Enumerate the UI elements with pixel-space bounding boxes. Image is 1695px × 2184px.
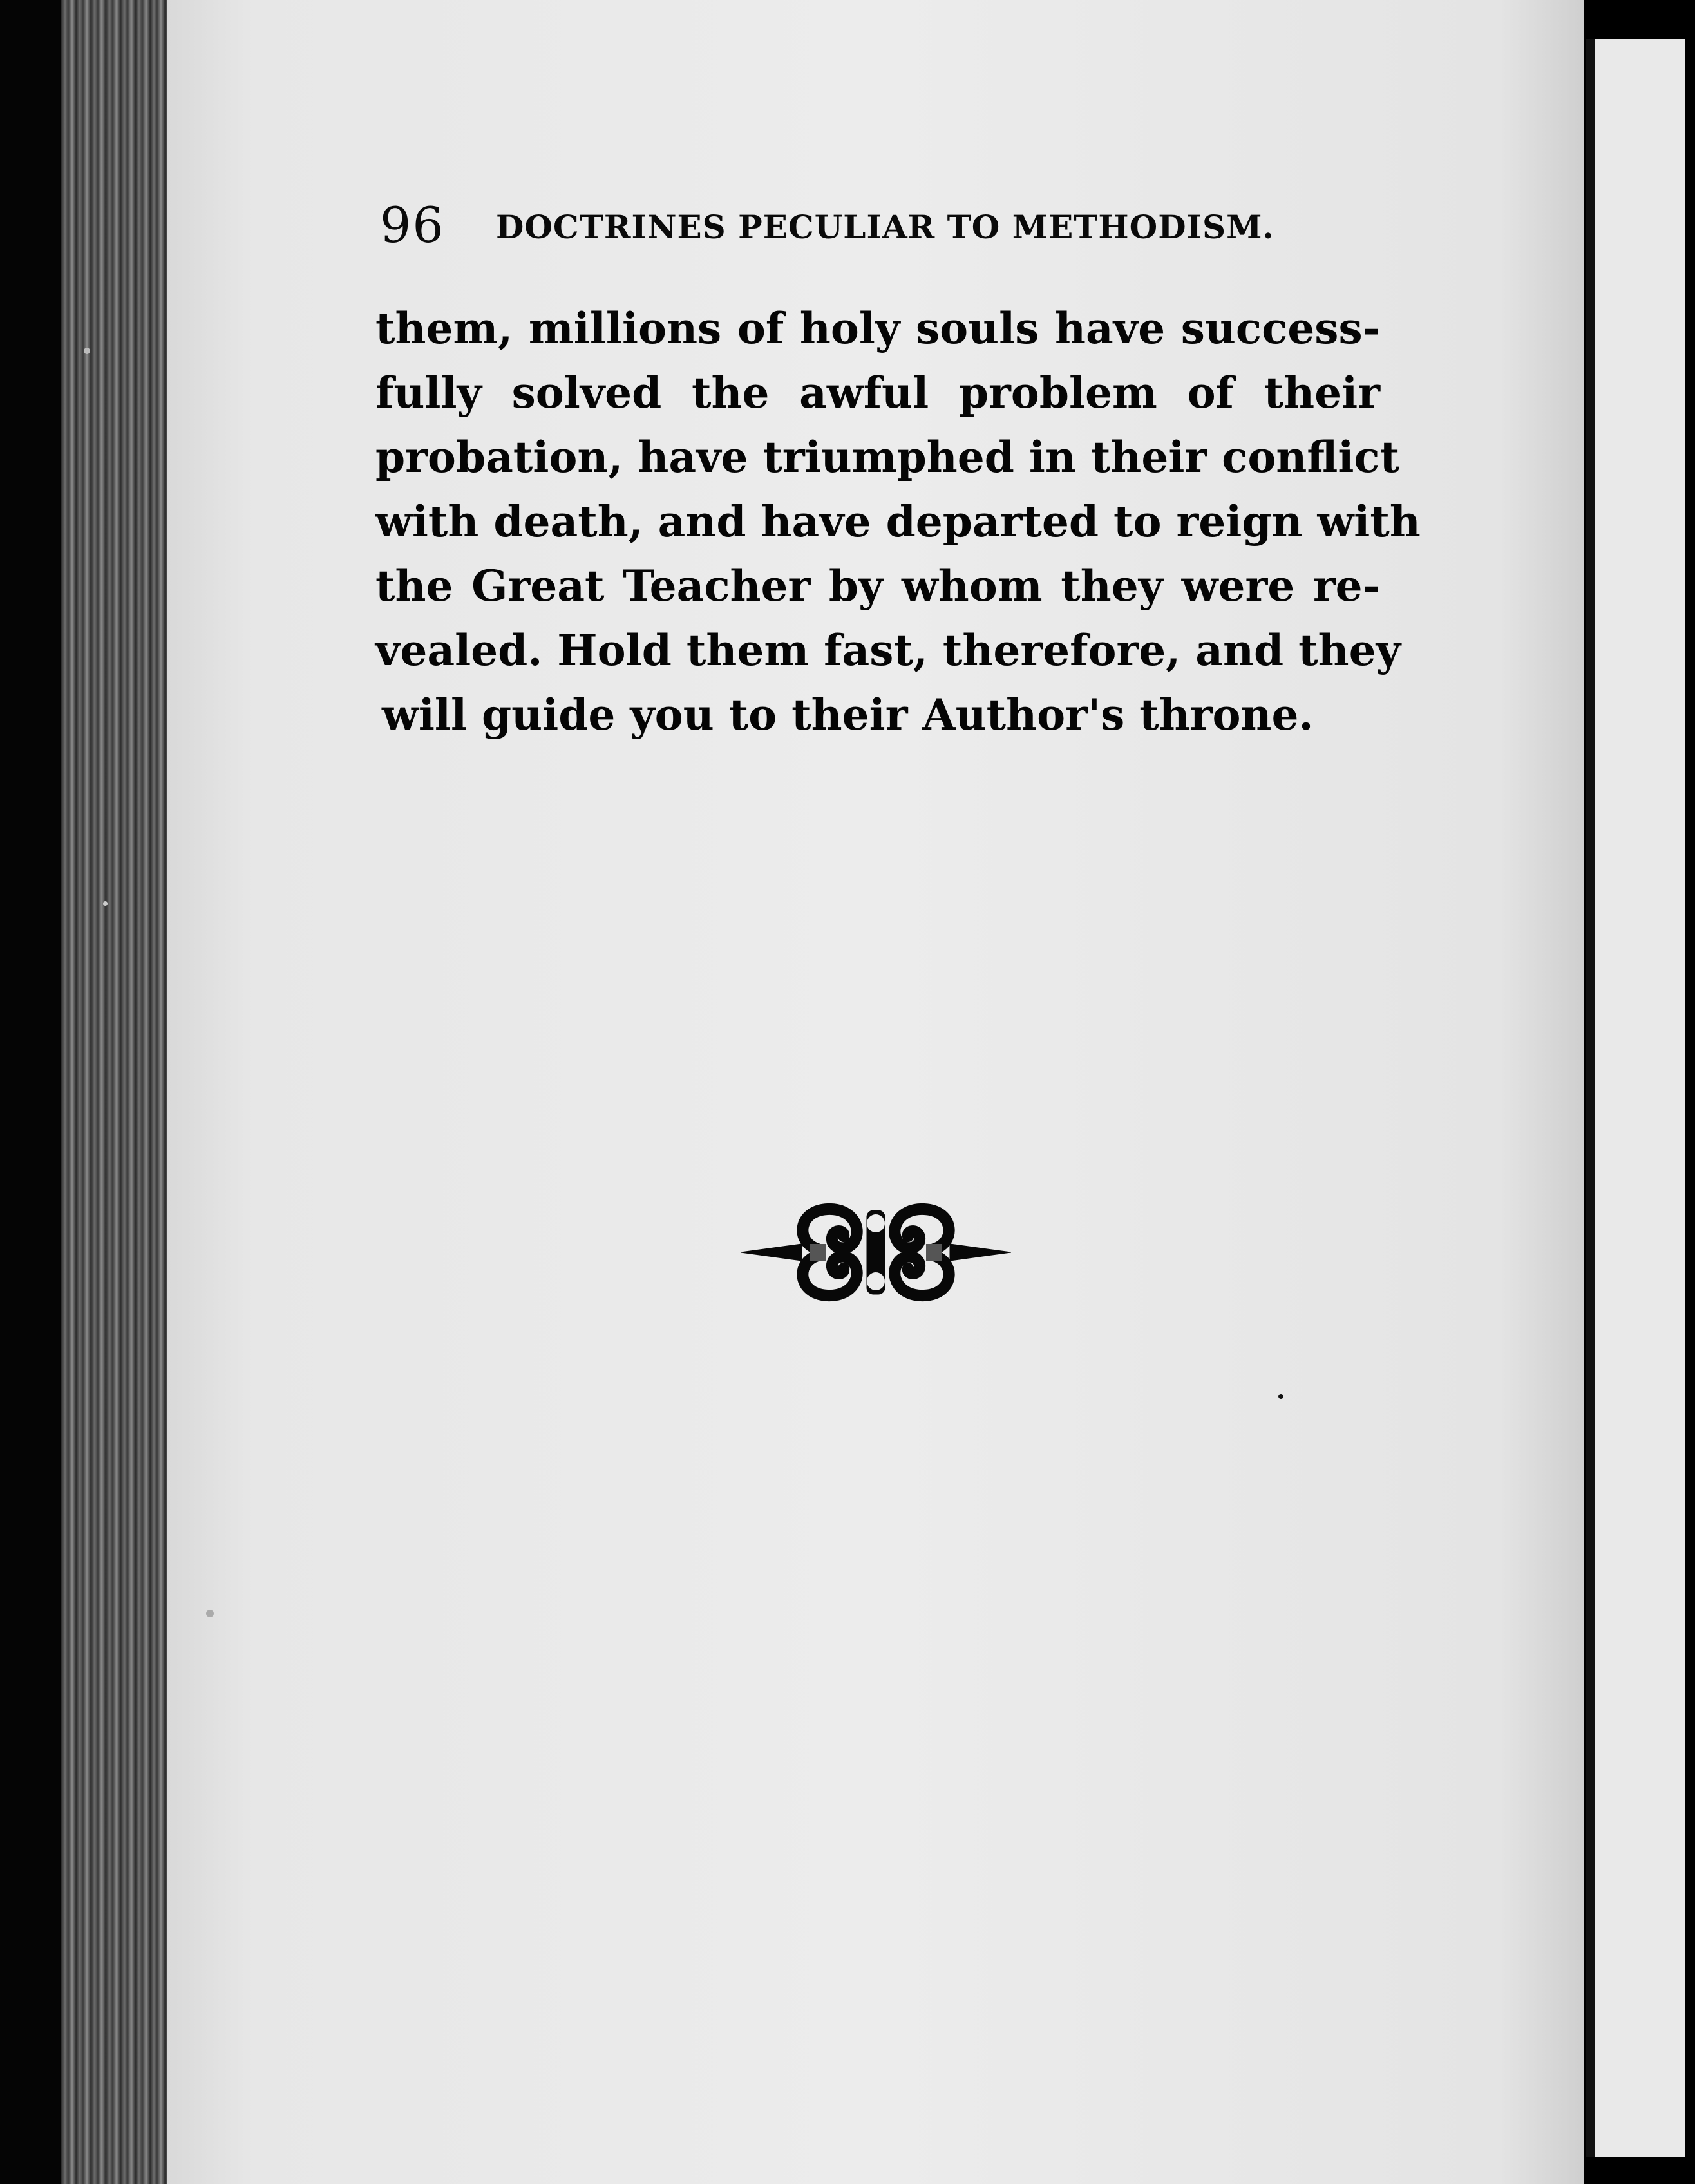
text-line: them, millions of holy souls have success- [375,303,1380,353]
text-line: will guide you to their Author's throne. [382,690,1314,740]
scan-speck [84,348,90,354]
next-page-edge [1586,39,1685,2157]
text-line: fully solved the awful problem of their [375,368,1380,418]
running-title: DOCTRINES PECULIAR TO METHODISM. [496,208,1274,246]
body-paragraph [375,296,1421,747]
fleuron-ornament-icon [741,1198,1011,1307]
book-spine [61,0,167,2184]
text-line: probation, have triumphed in their conflict [375,432,1400,482]
scan-speck [206,1610,214,1617]
scan-speck [103,901,108,906]
text-line: with death, and have departed to reign with [375,496,1421,547]
scan-margin-left [0,0,64,2184]
bleed-through-texture [377,760,1378,1020]
text-line: vealed. Hold them fast, therefore, and they [375,625,1401,675]
running-head [380,196,1285,254]
page-number: 96 [380,196,445,254]
scan-speck [1278,1394,1283,1399]
text-line: the Great Teacher by whom they were re- [375,561,1380,611]
